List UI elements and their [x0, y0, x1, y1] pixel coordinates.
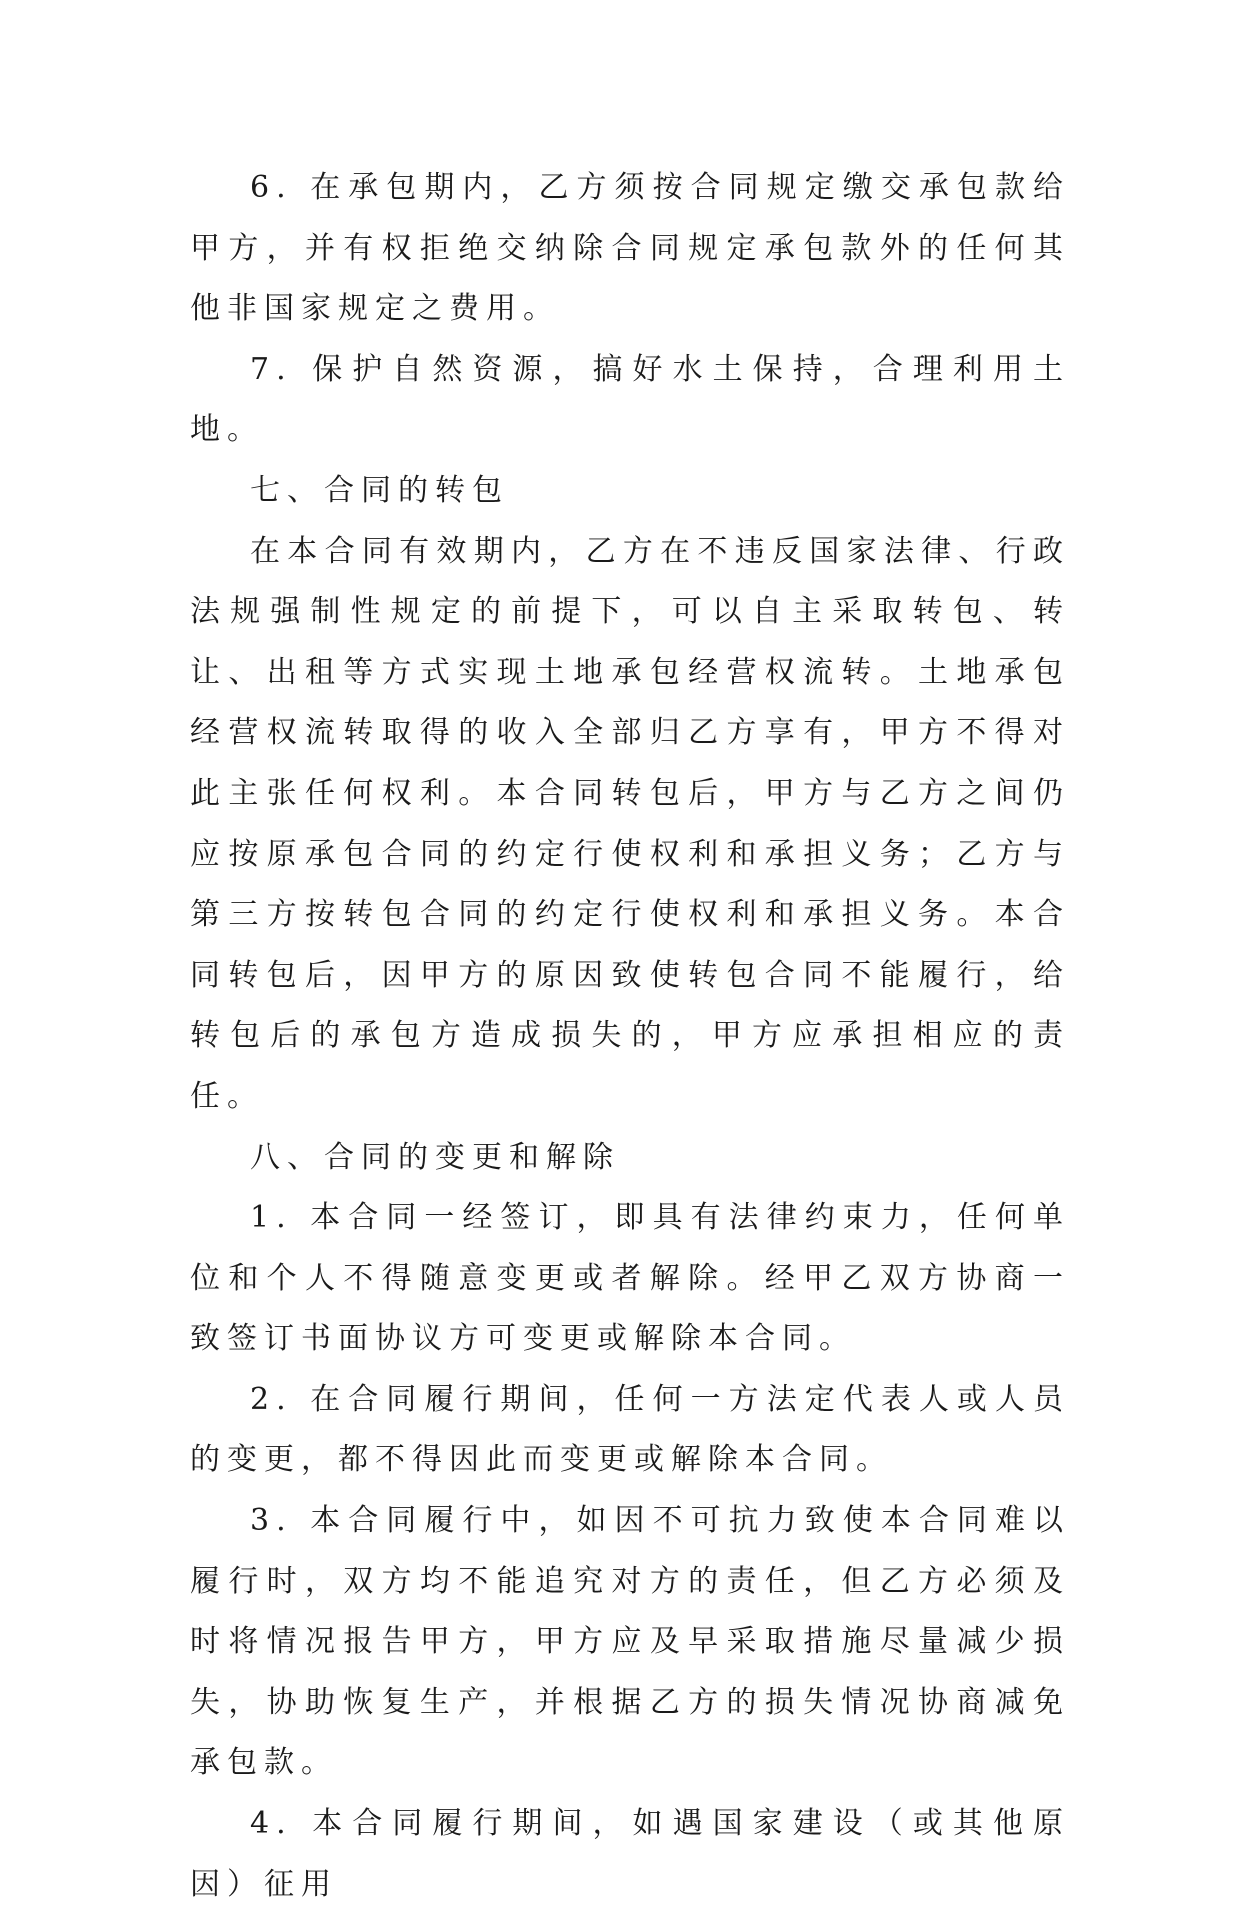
clause-4-requisition: 4. 本合同履行期间，如遇国家建设（或其他原因）征用: [190, 1806, 1070, 1902]
document-body: [190, 158, 1070, 1915]
clause-6-payment: 6. 在承包期内，乙方须按合同规定缴交承包款给甲方，并有权拒绝交纳除合同规定承包款外的任何其他非国家规定之费用。: [190, 170, 1070, 327]
clause-3-force-majeure: 3. 本合同履行中，如因不可抗力致使本合同难以履行时，双方均不能追究对方的责任，但乙方必须及时将情况报告甲方，甲方应及早采取措施尽量减少损失，协助恢复生产，并根据乙方的损失情况协商减免承包款。: [190, 1503, 1070, 1781]
clause-1-binding: 1. 本合同一经签订，即具有法律约束力，任何单位和个人不得随意变更或者解除。经甲乙双方协商一致签订书面协议方可变更或解除本合同。: [190, 1200, 1070, 1357]
section-heading-change-termination: 八、合同的变更和解除: [250, 1139, 620, 1175]
section-heading-subcontract: 七、合同的转包: [250, 472, 509, 508]
clause-7-resources: 7. 保护自然资源，搞好水土保持，合理利用土地。: [190, 351, 1070, 448]
subcontract-paragraph: 在本合同有效期内，乙方在不违反国家法律、行政法规强制性规定的前提下，可以自主采取转包、转让、出租等方式实现土地承包经营权流转。土地承包经营权流转取得的收入全部归乙方享有，甲方不得对此主张任何权利。本合同转包后，甲方与乙方之间仍应按原承包合同的约定行使权利和承担义务；乙方与第三方按转包合同的约定行使权利和承担义务。本合同转包后，因甲方的原因致使转包合同不能履行，给转包后的承包方造成损失的，甲方应承担相应的责任。: [190, 533, 1070, 1114]
clause-2-personnel-change: 2. 在合同履行期间，任何一方法定代表人或人员的变更，都不得因此而变更或解除本合同。: [190, 1381, 1070, 1478]
